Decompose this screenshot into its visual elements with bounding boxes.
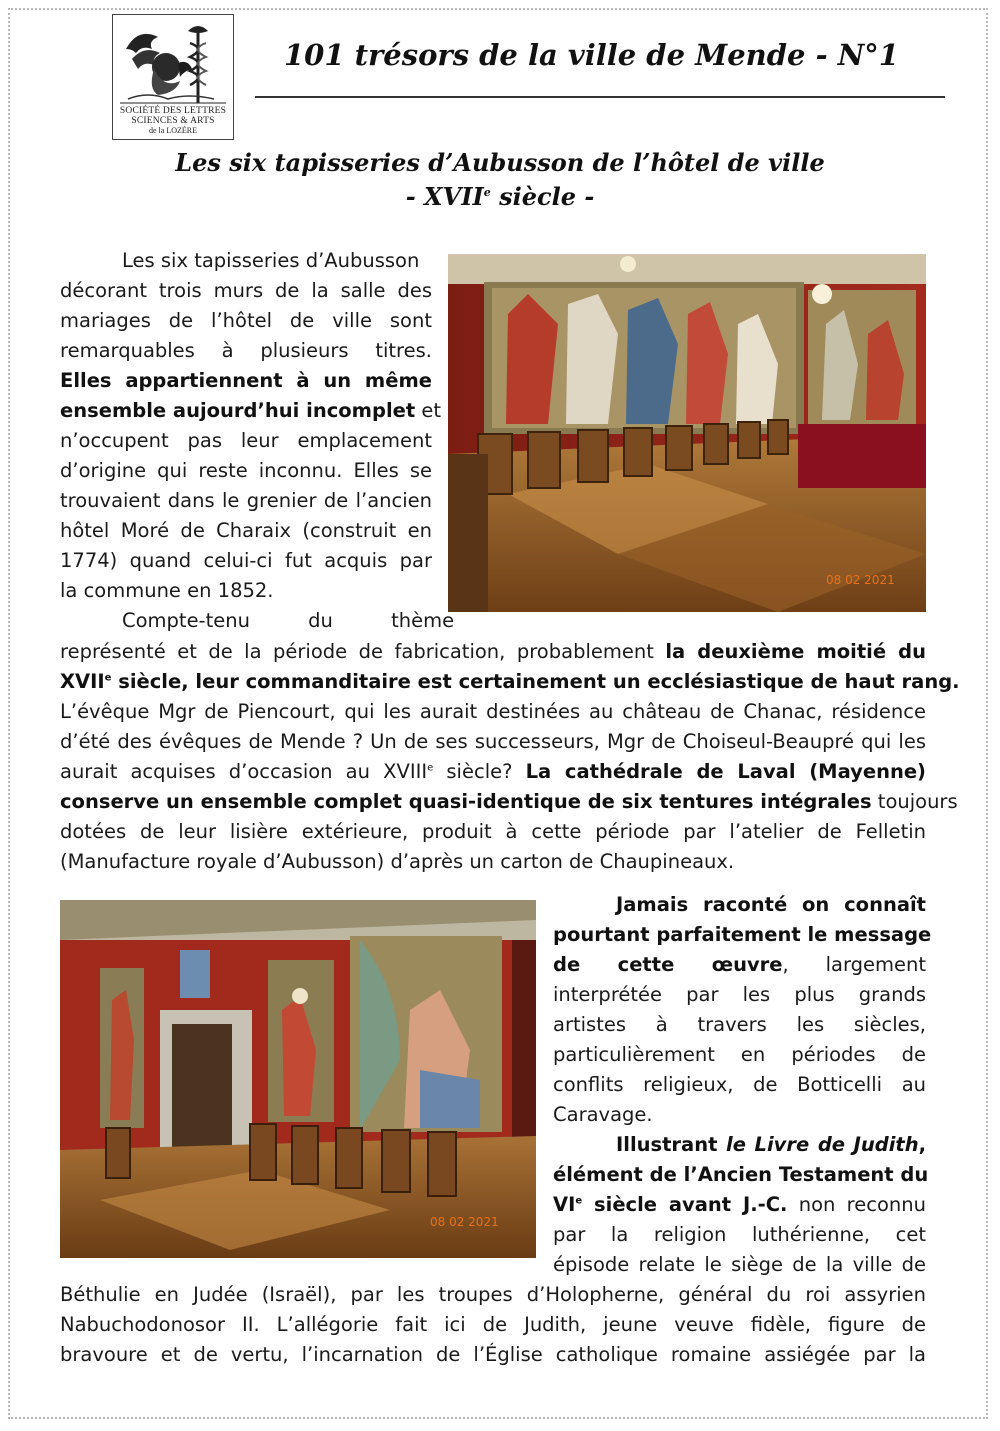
p2-line-8: (Manufacture royale d’Aubusson) d’après un carton de Chaupineaux.	[60, 850, 735, 873]
logo-line-3: de la LOZÈRE	[149, 126, 197, 135]
article-title-line-1: Les six tapisseries d’Aubusson de l’hôtel de ville	[175, 148, 825, 177]
p4-line-8: bravoure et de vertu, l’incarnation de l’Église catholique romaine assiégée par la	[60, 1343, 926, 1366]
p3-line-2: pourtant parfaitement le message	[553, 923, 932, 946]
p1-line-4: remarquables à plusieurs titres.	[60, 339, 432, 362]
paragraph-4-column	[553, 1130, 929, 1280]
p4-line-1: Illustrant le Livre de Judith,	[616, 1133, 927, 1156]
p4-line-5: épisode relate le siège de la ville de	[553, 1253, 926, 1276]
judith-tapestries-photo	[60, 900, 536, 1258]
paragraph-3	[553, 890, 932, 1130]
p2-line-1: représenté et de la période de fabrication, probablement la deuxième moitié du	[60, 640, 926, 663]
p1-line-8: d’origine qui reste inconnu. Elles se	[60, 459, 432, 482]
p1-line-3: mariages de l’hôtel de ville sont	[60, 309, 432, 332]
p1-line-9: trouvaient dans le grenier de l’ancien	[60, 489, 432, 512]
p4-line-4: par la religion luthérienne, cet	[553, 1223, 926, 1246]
tapestry-room-photo	[448, 254, 926, 612]
p3-line-4: interprétée par les plus grands	[553, 983, 926, 1006]
p3-line-7: conflits religieux, de Botticelli au	[553, 1073, 926, 1096]
p1-line-5: Elles appartiennent à un même	[60, 369, 432, 392]
p3-line-8: Caravage.	[553, 1103, 653, 1126]
p2-line-7: dotées de leur lisière extérieure, produit à cette période par l’atelier de Felletin	[60, 820, 926, 843]
hermes-emblem-icon	[118, 19, 228, 105]
p4-line-6: Béthulie en Judée (Israël), par les troupes d’Holopherne, général du roi assyrien	[60, 1283, 926, 1306]
p3-line-5: artistes à travers les siècles,	[553, 1013, 926, 1036]
p3-line-1: Jamais raconté on connaît	[616, 893, 926, 916]
paragraph-1	[60, 246, 455, 636]
p2-line-2: XVIIe siècle, leur commanditaire est certainement un ecclésiastique de haut rang.	[60, 670, 960, 693]
logo-line-1: SOCIÉTÉ DES LETTRES	[119, 106, 227, 116]
p2-line-3: L’évêque Mgr de Piencourt, qui les aurait destinées au château de Chanac, résidence	[60, 700, 926, 723]
p2-line-6: conserve un ensemble complet quasi-identique de six tentures intégrales toujours	[60, 790, 958, 813]
judith-tapestries-image	[60, 900, 536, 1258]
p3-line-3: de cette œuvre, largement	[553, 953, 927, 976]
page-header-title: 101 trésors de la ville de Mende - N°1	[284, 38, 899, 72]
photo2-date-stamp: 08 02 2021	[430, 1215, 499, 1229]
p4-line-7: Nabuchodonosor II. L’allégorie fait ici de Judith, jeune veuve fidèle, figure de	[60, 1313, 926, 1336]
p2-line-5: aurait acquises d’occasion au XVIIIe siècle? La cathédrale de Laval (Mayenne)	[60, 760, 926, 783]
p1-line-6: ensemble aujourd’hui incomplet et	[60, 399, 442, 422]
p4-line-2: élément de l’Ancien Testament du	[553, 1163, 929, 1186]
society-logo	[112, 14, 234, 140]
p1-line-10: hôtel Moré de Charaix (construit en	[60, 519, 432, 542]
p1-line-2: décorant trois murs de la salle des	[60, 279, 432, 302]
p1-line-11: 1774) quand celui-ci fut acquis par	[60, 549, 432, 572]
header-divider	[255, 96, 945, 98]
p4-line-3: VIe siècle avant J.-C. non reconnu	[553, 1193, 926, 1216]
p1-line-12: la commune en 1852.	[60, 579, 274, 602]
paragraph-4-full	[60, 1280, 926, 1370]
p1-line-7: n’occupent pas leur emplacement	[60, 429, 432, 452]
paragraph-2	[60, 637, 960, 877]
p1-line-1: Les six tapisseries d’Aubusson	[122, 249, 420, 272]
p2-line-4: d’été des évêques de Mende ? Un de ses successeurs, Mgr de Choiseul-Beaupré qui les	[60, 730, 926, 753]
tapestry-room-image	[448, 254, 926, 612]
logo-line-2: SCIENCES & ARTS	[131, 116, 215, 126]
p3-line-6: particulièrement en périodes de	[553, 1043, 926, 1066]
p1-line-13: Compte-tenu du thème	[122, 609, 455, 632]
photo1-date-stamp: 08 02 2021	[826, 573, 895, 587]
article-title-line-2: - XVIIe siècle -	[405, 182, 595, 211]
